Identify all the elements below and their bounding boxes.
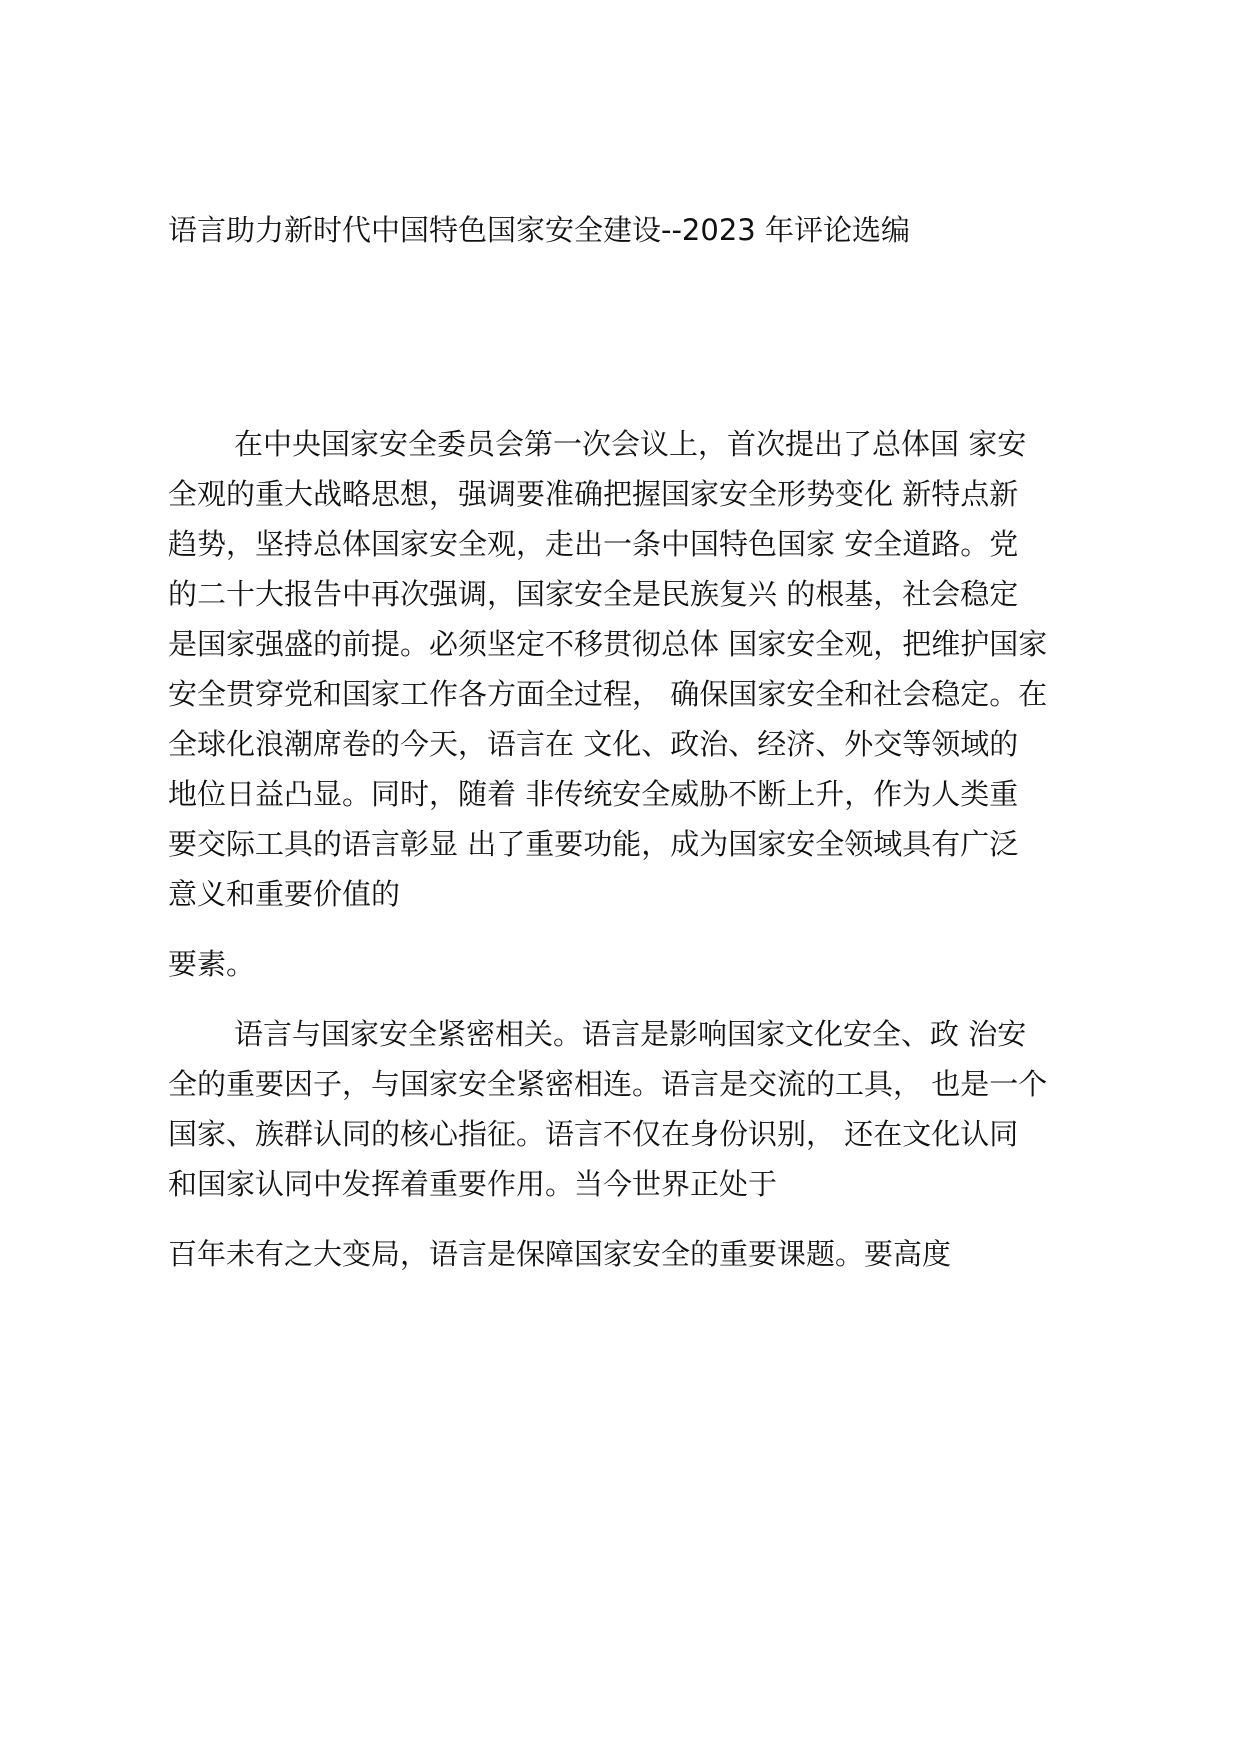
paragraph-1-line-9: 要交际工具的语言彰显 出了重要功能，成为国家安全领域具有广泛 (168, 827, 1019, 861)
paragraph-1-line-8: 地位日益凸显。同时，随着 非传统安全威胁不断上升，作为人类重 (168, 777, 1019, 811)
paragraph-2-line-1: 语言与国家安全紧密相关。语言是影响国家文化安全、政 治安 (234, 1017, 1027, 1051)
paragraph-1-line-2: 全观的重大战略思想，强调要准确把握国家安全形势变化 新特点新 (168, 477, 1019, 511)
paragraph-1-tail: 要素。 (168, 947, 256, 981)
paragraph-2-line-2: 全的重要因子，与国家安全紧密相连。语言是交流的工具， 也是一个 (168, 1067, 1048, 1101)
paragraph-1-line-10: 意义和重要价值的 (168, 877, 401, 911)
document-title: 语言助力新时代中国特色国家安全建设--2023 年评论选编 (168, 213, 910, 247)
paragraph-1-line-4: 的二十大报告中再次强调，国家安全是民族复兴 的根基，社会稳定 (168, 577, 1019, 611)
paragraph-1-line-1: 在中央国家安全委员会第一次会议上，首次提出了总体国 家安 (234, 427, 1027, 461)
paragraph-1-line-5: 是国家强盛的前提。必须坚定不移贯彻总体 国家安全观，把维护国家 (168, 627, 1048, 661)
paragraph-2-tail: 百年未有之大变局，语言是保障国家安全的重要课题。要高度 (168, 1237, 952, 1271)
paragraph-1-line-3: 趋势，坚持总体国家安全观，走出一条中国特色国家 安全道路。党 (168, 527, 1019, 561)
paragraph-1-line-7: 全球化浪潮席卷的今天，语言在 文化、政治、经济、外交等领域的 (168, 727, 1019, 761)
paragraph-2-line-3: 国家、族群认同的核心指征。语言不仅在身份识别， 还在文化认同 (168, 1117, 1019, 1151)
paragraph-2-line-4: 和国家认同中发挥着重要作用。当今世界正处于 (168, 1167, 778, 1201)
paragraph-1-line-6: 安全贯穿党和国家工作各方面全过程， 确保国家安全和社会稳定。在 (168, 677, 1048, 711)
